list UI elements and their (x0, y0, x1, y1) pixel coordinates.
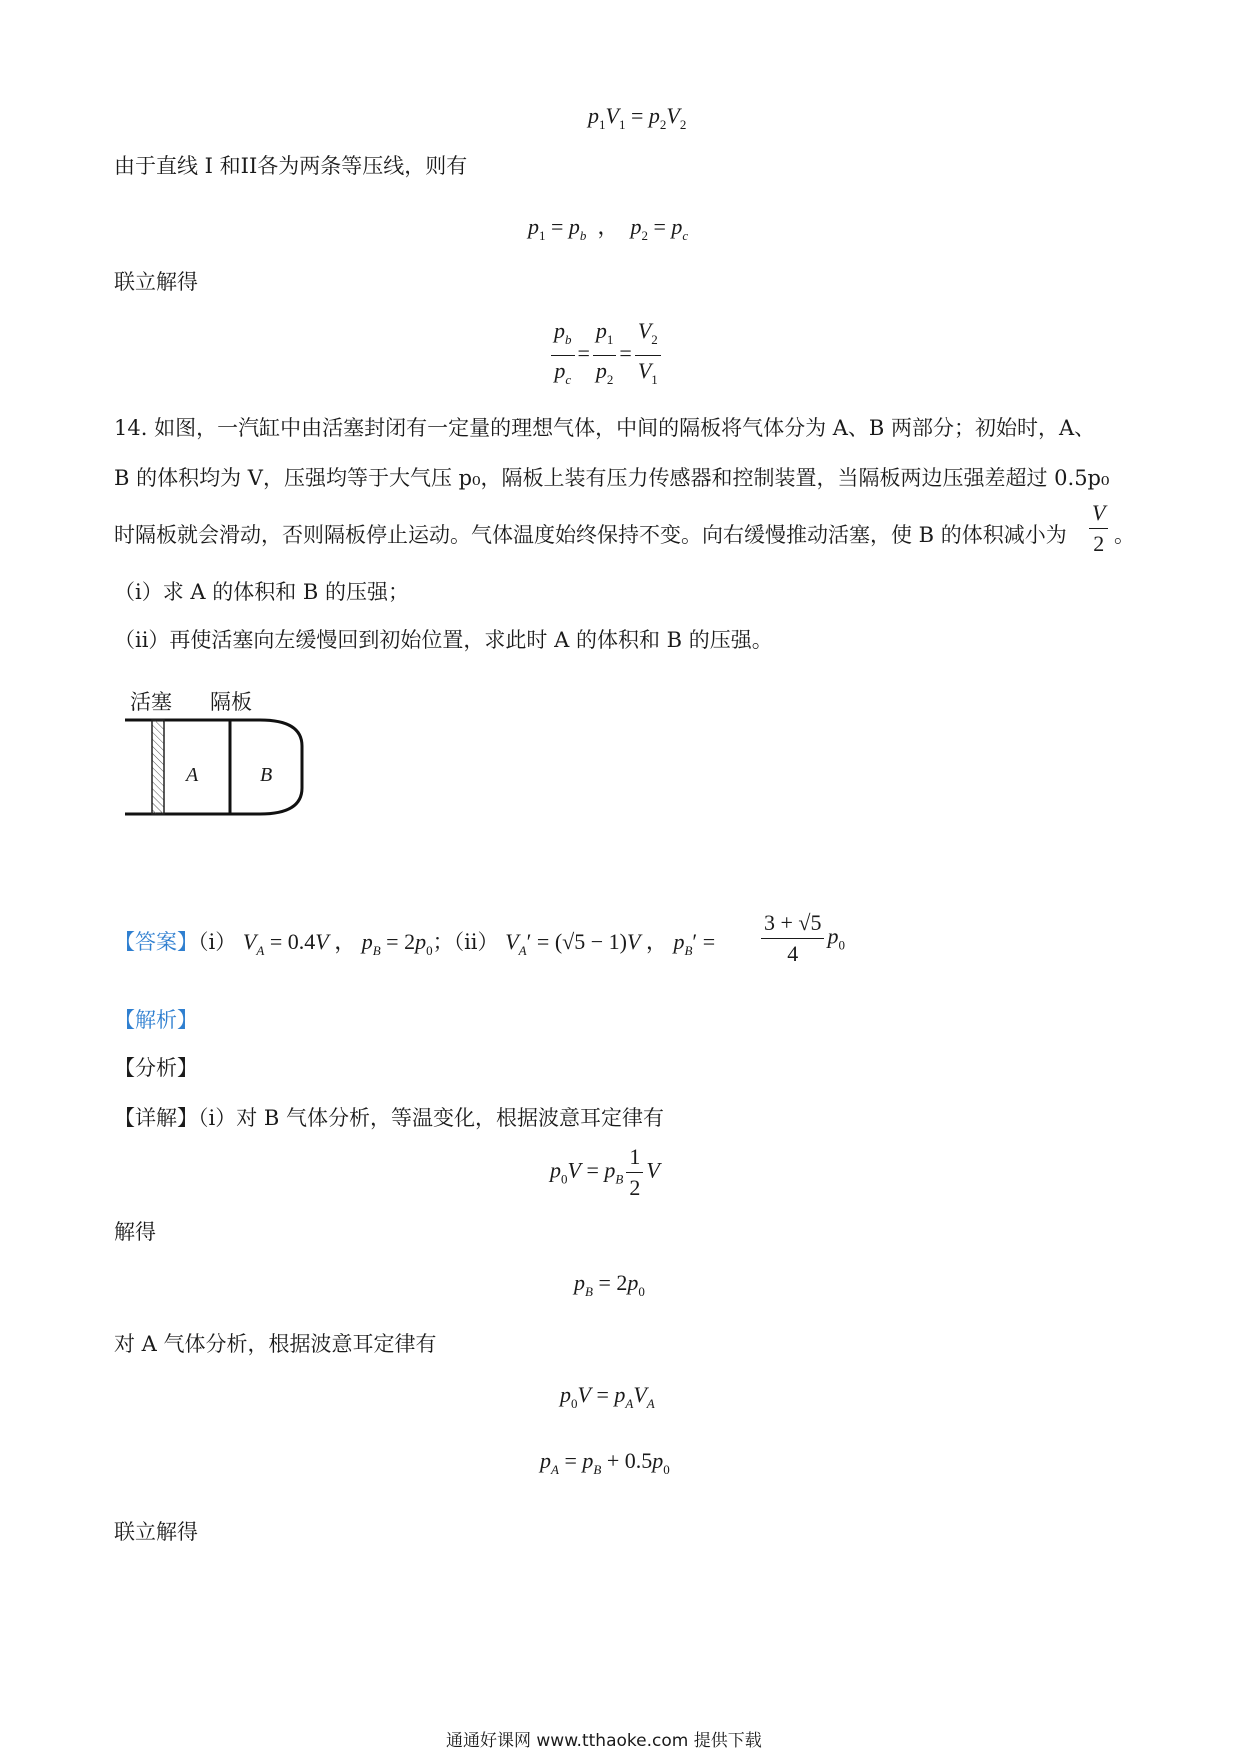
equation-b-boyle: $p_0V = p_B$ $\frac{1}{2}$ V (550, 1144, 660, 1200)
answer-pb-prime-fraction: $\frac{3 + √5}{4}$ $p_0$ (758, 910, 845, 967)
answer-part-ii: ；（ii） (432, 930, 499, 954)
answer-va-prime: $V_A' = (√5 - 1)V$ ， $p_B'$ = (505, 929, 716, 958)
piston (152, 720, 164, 814)
equation-pa: $p_A = p_B + 0.5p_0$ (540, 1448, 670, 1477)
solve-label-2: 解得 (114, 1220, 156, 1244)
region-b-label: B (260, 764, 273, 786)
divider-label: 隔板 (210, 690, 252, 714)
equation-a-boyle: $p_0V = p_AV_A$ (560, 1382, 655, 1411)
equation-boyle-12: $p_1V_1 = p_2V_2$ (588, 103, 687, 132)
xiangjie-text: （i）对 B 气体分析，等温变化，根据波意耳定律有 (198, 1106, 664, 1130)
piston-label: 活塞 (130, 690, 172, 714)
equation-pb: $p_B = 2p_0$ (574, 1270, 645, 1299)
cylinder-drawing (120, 686, 320, 836)
equation-ratio: $\frac{p_b}{p_c}$ = $\frac{p_1}{p_2}$ = $\frac{V_2}{V_1}$ (548, 318, 664, 393)
solve-label-3: 联立解得 (114, 1520, 198, 1544)
question-14-line-2: B 的体积均为 V，压强均等于大气压 p₀，隔板上装有压力传感器和控制装置，当隔板两边压强差超过 0.5p₀ (114, 466, 1110, 490)
a-analysis-text: 对 A 气体分析，根据波意耳定律有 (114, 1332, 437, 1356)
question-14-line-3-end: 。 (1114, 523, 1135, 547)
fenxi-tag: 【分析】 (114, 1056, 198, 1080)
cylinder-diagram (120, 686, 320, 836)
jiexi-tag: 【解析】 (114, 1008, 198, 1032)
question-14-line-1: 14. 如图，一汽缸中由活塞封闭有一定量的理想气体，中间的隔板将气体分为 A、B 两部分；初始时，A、 (114, 416, 1096, 440)
fraction-v-over-2: $\frac{V}{2}$ (1086, 500, 1111, 557)
question-14-line-3-text: 时隔板就会滑动，否则隔板停止运动。气体温度始终保持不变。向右缓慢推动活塞，使 B 的体积减小为 (114, 523, 1067, 547)
answer-va: $V_A = 0.4V$ ， $p_B = 2p_0$ (242, 929, 433, 958)
answer-tag: 【答案】 (114, 930, 198, 954)
answer-part-i: （i） (198, 930, 237, 954)
question-14-line-3 (114, 521, 1067, 549)
equation-pressures: $p_1 = p_b$ ， $p_2 = p_c$ (528, 214, 689, 243)
isobar-statement: 由于直线 I 和II各为两条等压线，则有 (114, 154, 468, 178)
region-a-label: A (186, 764, 199, 786)
question-14-part-ii: （ii）再使活塞向左缓慢回到初始位置，求此时 A 的体积和 B 的压强。 (114, 628, 773, 652)
xiangjie-tag: 【详解】 (114, 1106, 198, 1130)
footer-source: 通通好课网 www.tthaoke.com 提供下载 (446, 1731, 762, 1751)
answer-line (114, 928, 715, 965)
solve-label-1: 联立解得 (114, 270, 198, 294)
xiangjie-line (114, 1104, 664, 1132)
question-14-part-i: （i）求 A 的体积和 B 的压强； (114, 580, 410, 604)
